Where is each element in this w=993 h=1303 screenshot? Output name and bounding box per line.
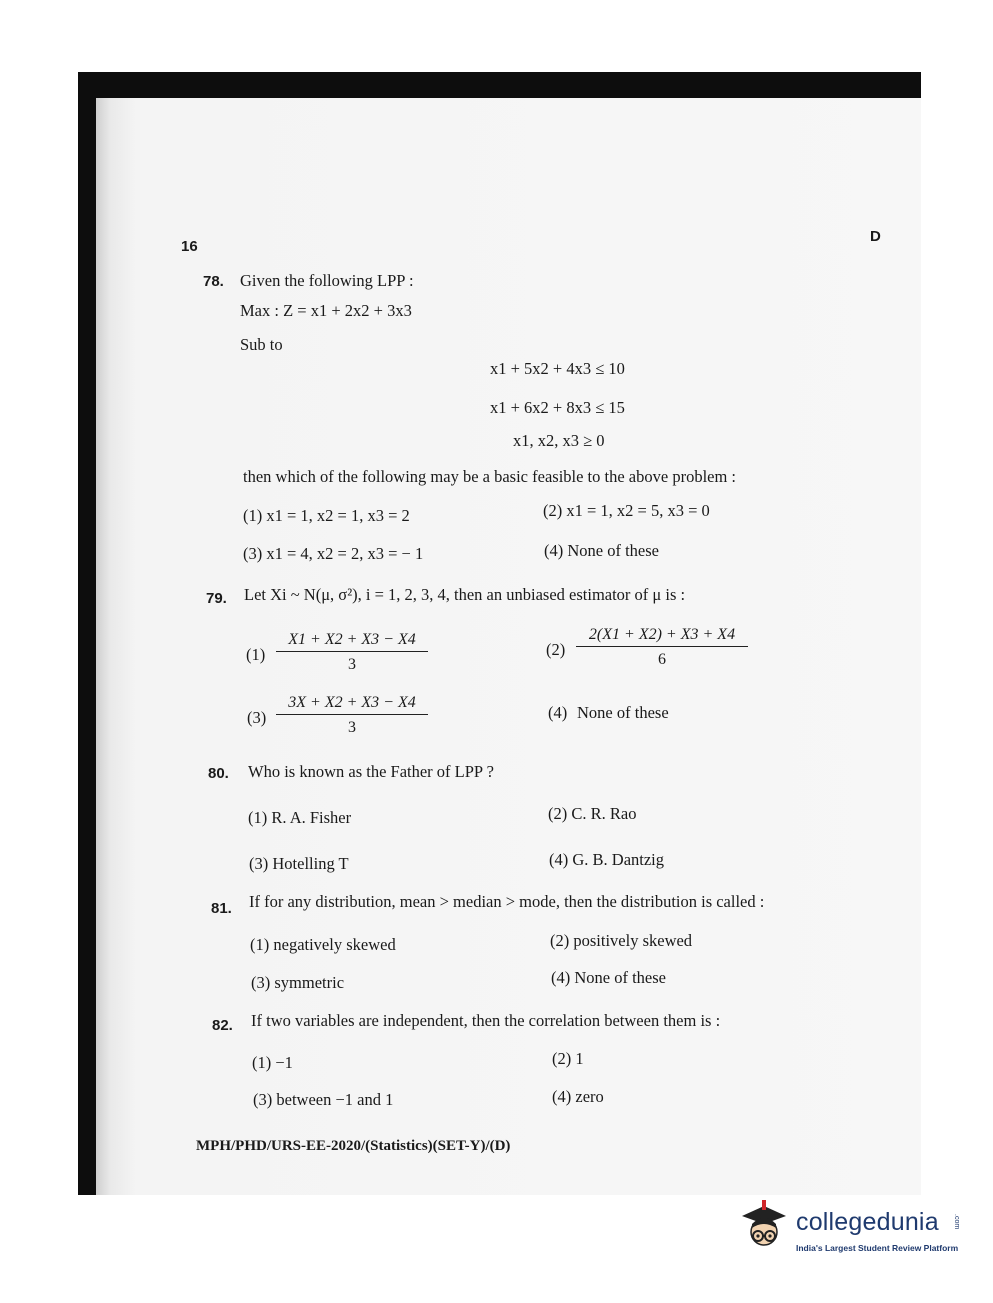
option-2: (2) C. R. Rao (548, 804, 637, 823)
page-footer: MPH/PHD/URS-EE-2020/(Statistics)(SET-Y)/(D) (196, 1138, 511, 1154)
page-number: 16 (181, 238, 198, 255)
option-label: (2) (546, 640, 566, 659)
objective-function: Max : Z = x1 + 2x2 + 3x3 (240, 301, 412, 320)
option-2: (2) 1 (552, 1049, 584, 1068)
option-1: (1) R. A. Fisher (248, 808, 352, 827)
option-1: (1) negatively skewed (250, 935, 396, 954)
option-label: (3) (247, 708, 267, 727)
question-text: If for any distribution, mean > median > mode, then the distribution is called : (249, 892, 765, 911)
constraint-1: x1 + 5x2 + 4x3 ≤ 10 (490, 359, 625, 378)
option-1: (1) x1 = 1, x2 = 1, x3 = 2 (243, 506, 410, 525)
option-3: (3) between −1 and 1 (253, 1090, 394, 1109)
option-4: (4) G. B. Dantzig (549, 850, 665, 869)
question-text: Let Xi ~ N(μ, σ²), i = 1, 2, 3, 4, then an unbiased estimator of μ is : (244, 585, 686, 604)
question-number: 82. (212, 1017, 233, 1034)
numerator: X1 + X2 + X3 − X4 (276, 631, 428, 652)
question-number: 80. (208, 765, 229, 782)
option-2: (2) x1 = 1, x2 = 5, x3 = 0 (543, 501, 710, 520)
option-3: (3) x1 = 4, x2 = 2, x3 = − 1 (243, 544, 424, 563)
collegedunia-logo[interactable] (738, 1200, 968, 1260)
brand-suffix: .com (953, 1214, 960, 1230)
option-2: (2) positively skewed (550, 931, 693, 950)
option-3: (3) Hotelling T (249, 854, 349, 873)
option-4: (4) None of these (551, 968, 667, 987)
numerator: 3X + X2 + X3 − X4 (276, 694, 428, 715)
fraction-option-2 (576, 626, 748, 669)
option-3: (3) symmetric (251, 973, 345, 992)
constraint-2: x1 + 6x2 + 8x3 ≤ 15 (490, 398, 625, 417)
option-label: (1) (246, 645, 266, 664)
fraction-option-1 (276, 631, 428, 674)
brand-name: collegedunia (796, 1208, 939, 1236)
option-4: (4) None of these (544, 541, 660, 560)
question-number: 78. (203, 273, 224, 290)
question-prompt: then which of the following may be a basic feasible to the above problem : (243, 467, 737, 486)
numerator: 2(X1 + X2) + X3 + X4 (576, 626, 748, 647)
question-number: 79. (206, 590, 227, 607)
constraint-3: x1, x2, x3 ≥ 0 (513, 431, 605, 450)
set-letter: D (870, 228, 881, 245)
option-4: (4) zero (552, 1087, 604, 1106)
denominator: 3 (348, 656, 356, 673)
option-4-text: None of these (577, 703, 669, 722)
question-text: Who is known as the Father of LPP ? (248, 762, 494, 781)
denominator: 3 (348, 719, 356, 736)
option-1: (1) −1 (252, 1053, 293, 1072)
question-text: Given the following LPP : (240, 271, 414, 290)
denominator: 6 (658, 651, 666, 668)
brand-tagline: India's Largest Student Review Platform (796, 1243, 959, 1253)
fraction-option-3 (276, 694, 428, 737)
question-text: If two variables are independent, then the correlation between them is : (251, 1011, 721, 1030)
question-number: 81. (211, 900, 232, 917)
option-label: (4) (548, 703, 568, 722)
mascot-icon (738, 1200, 794, 1258)
sub-to-label: Sub to (240, 335, 283, 354)
